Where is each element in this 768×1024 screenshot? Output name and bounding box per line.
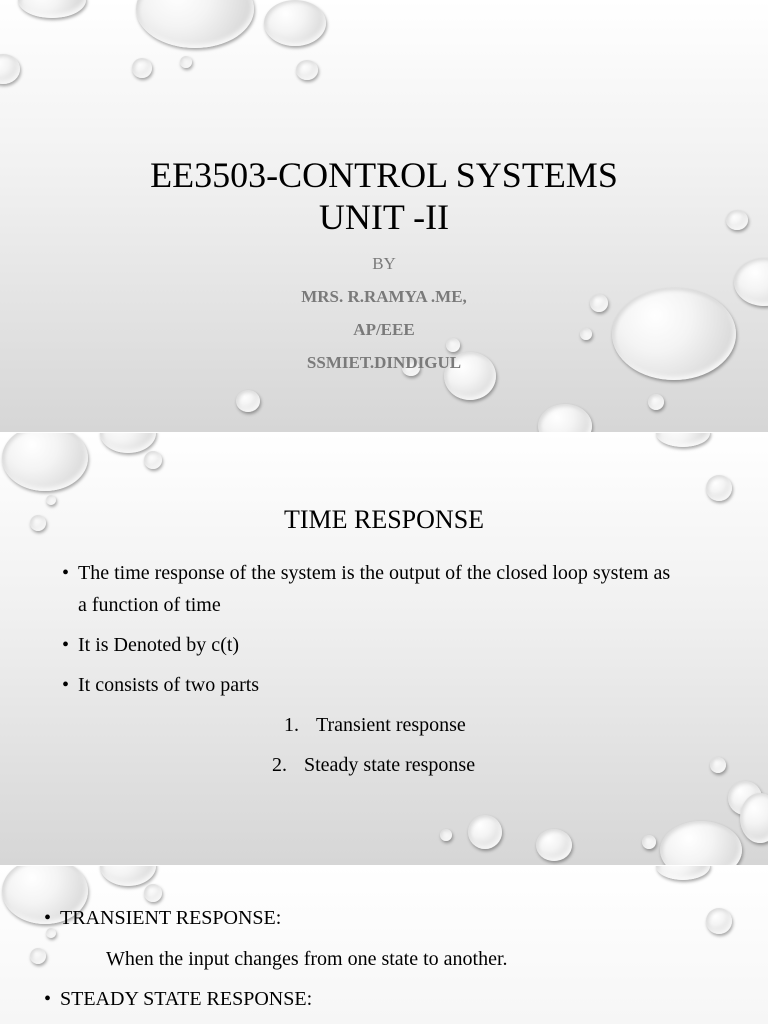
bullet-text: The time response of the system is the output of the closed loop system as a function of time: [78, 562, 671, 616]
bullet-item: [62, 669, 682, 701]
author-designation: AP/EEE: [353, 320, 415, 339]
bullet-dot: •: [62, 674, 70, 696]
bullet-item: [44, 983, 684, 1015]
bullet-text: STEADY STATE RESPONSE:: [60, 988, 313, 1010]
numbered-item-number: 2.: [272, 754, 287, 776]
bullet-text: It consists of two parts: [78, 674, 260, 696]
time-response-slide: [0, 433, 768, 865]
bullet-text: It is Denoted by c(t): [78, 634, 240, 656]
slide-title: TIME RESPONSE: [283, 505, 485, 534]
numbered-item-number: 1.: [284, 714, 299, 736]
bullet-item: [44, 902, 684, 934]
presentation-subtitle-unit: UNIT -II: [318, 197, 450, 237]
bullet-item: [62, 557, 682, 621]
by-label: BY: [372, 254, 396, 273]
response-definitions-slide: [0, 866, 768, 1024]
title-slide: [0, 0, 768, 432]
presentation-title: EE3503-CONTROL SYSTEMS: [150, 155, 618, 195]
institution-name: SSMIET.DINDIGUL: [306, 353, 462, 372]
bullet-text: TRANSIENT RESPONSE:: [60, 907, 282, 929]
bullet-dot: •: [62, 562, 70, 584]
bullet-item: [62, 629, 682, 661]
bullet-dot: •: [44, 988, 52, 1010]
bullet-dot: •: [44, 907, 52, 929]
author-name: MRS. R.RAMYA .ME,: [301, 287, 467, 306]
numbered-item-text: Transient response: [316, 714, 466, 736]
bullet-dot: •: [62, 634, 70, 656]
numbered-item-text: Steady state response: [304, 754, 476, 776]
indented-text: When the input changes from one state to another.: [106, 948, 508, 970]
